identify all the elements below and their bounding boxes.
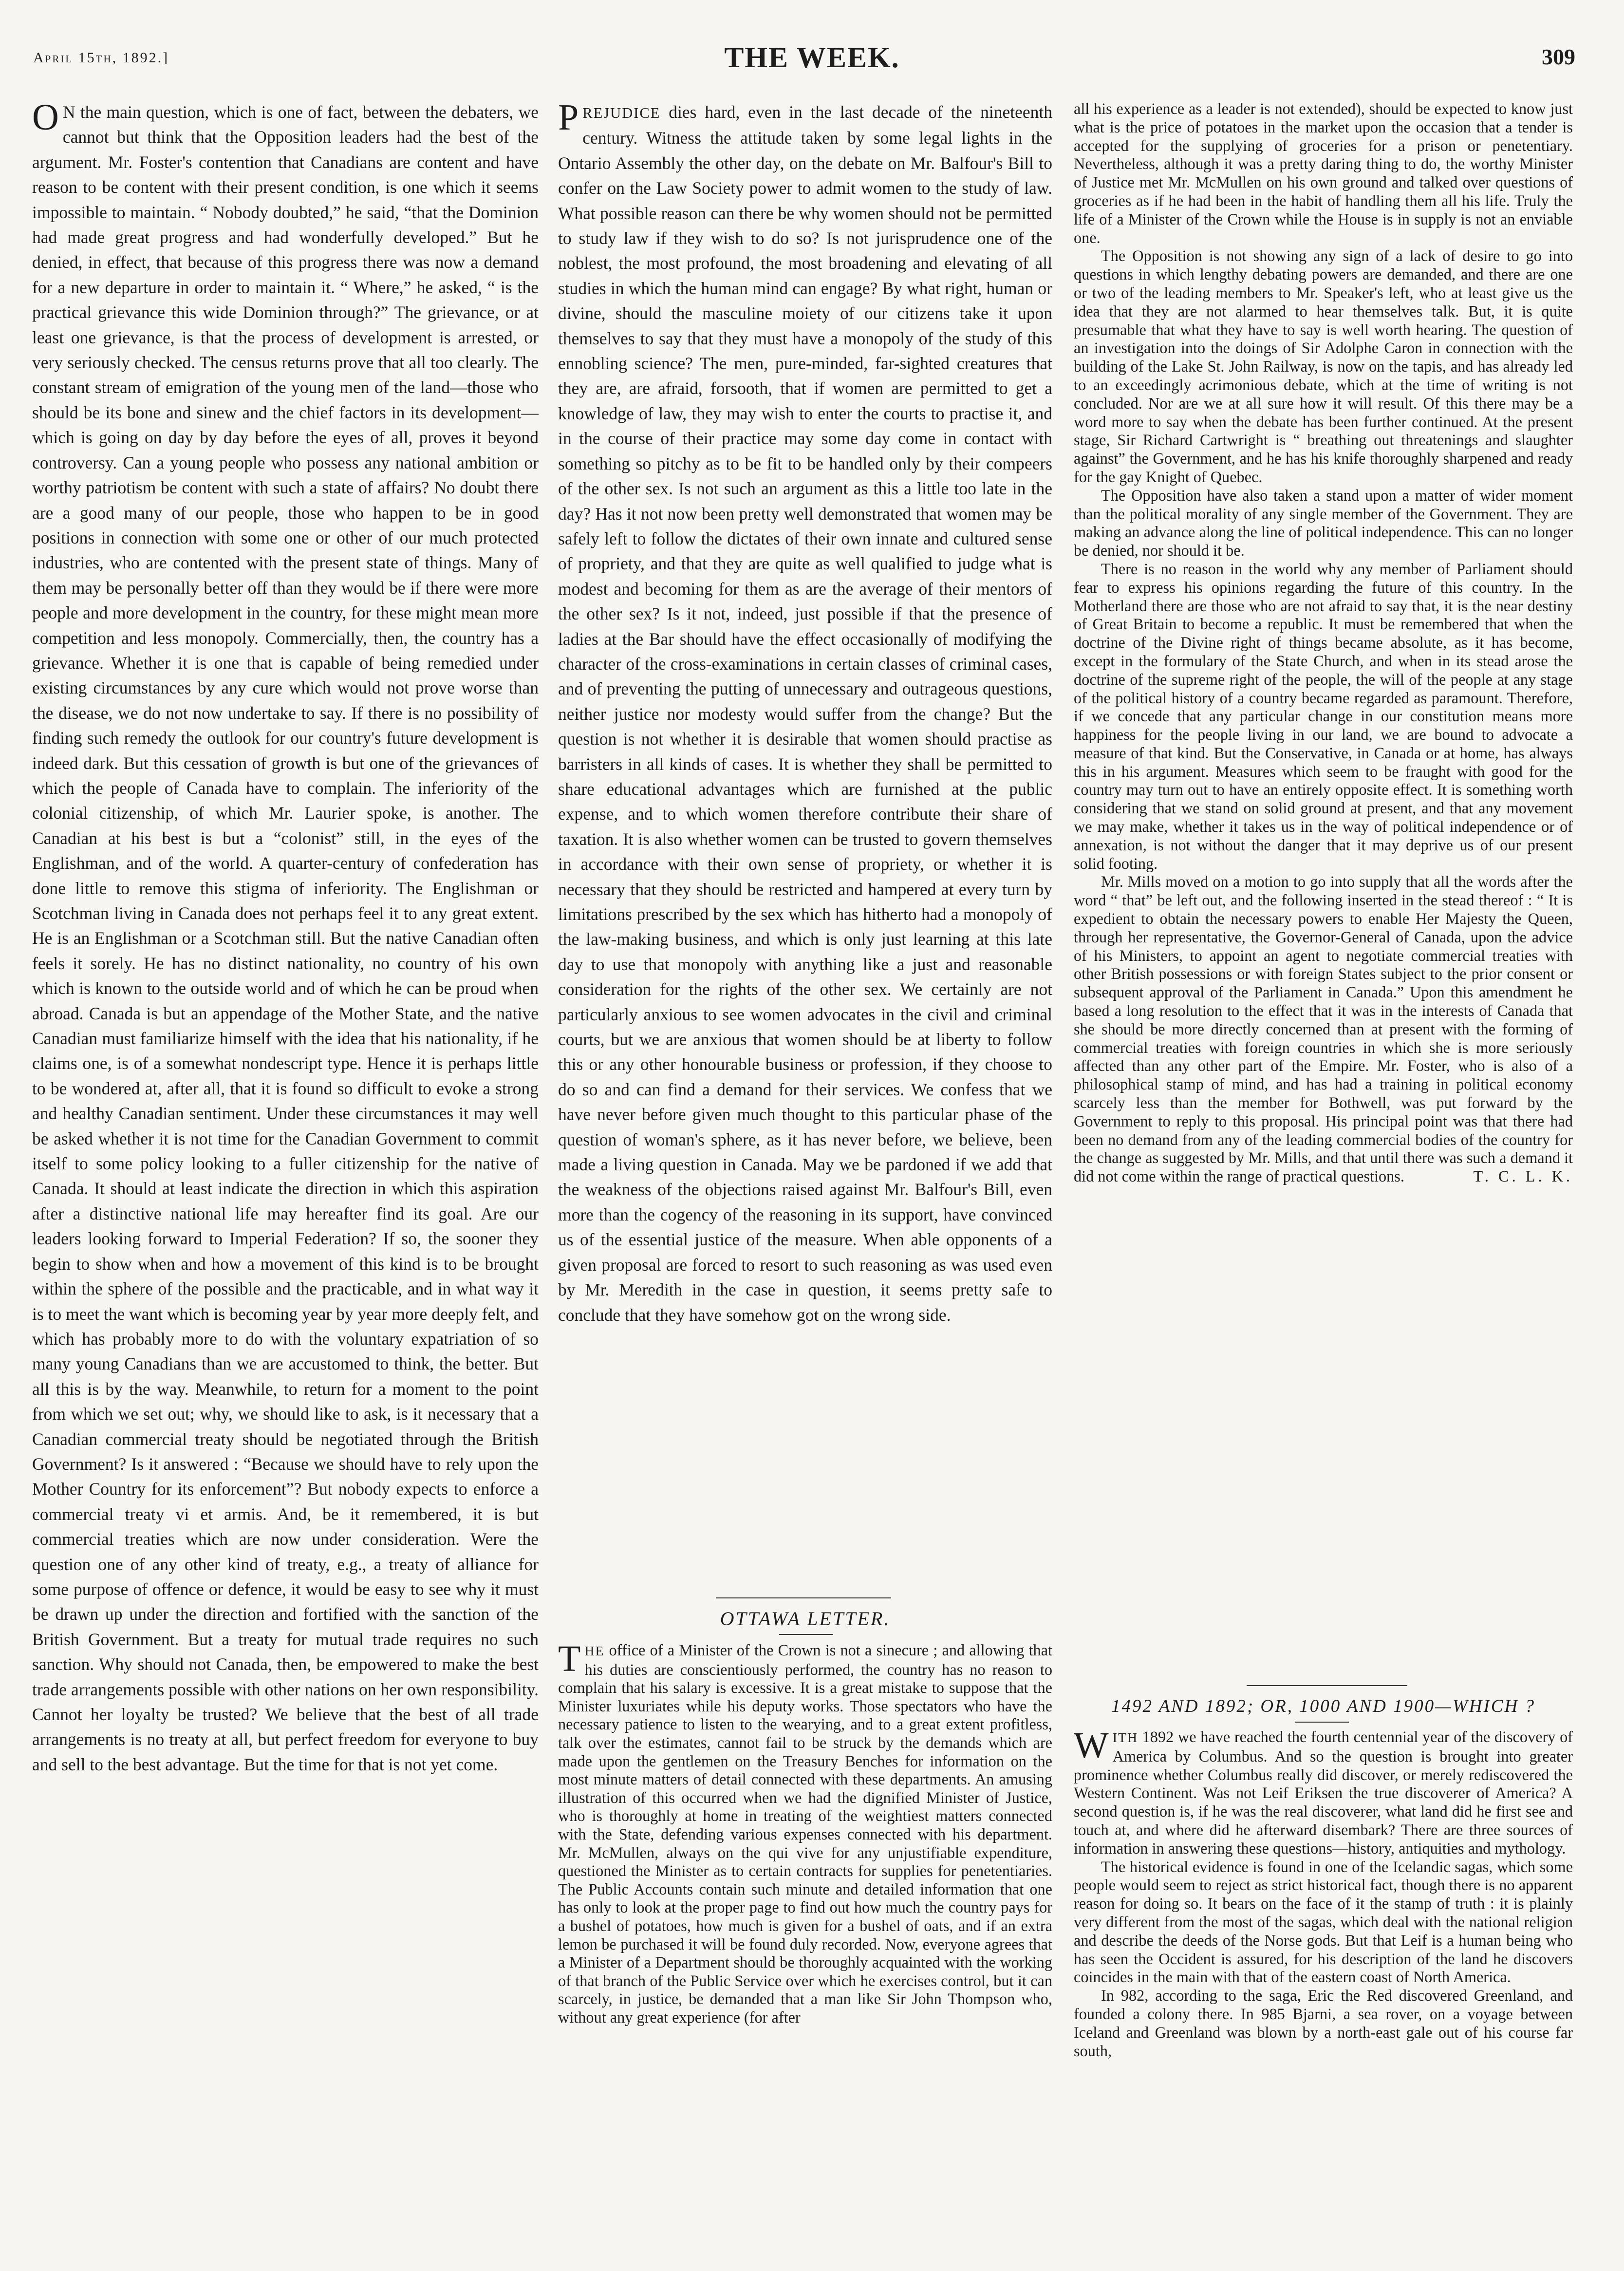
author-signature: T. C. L. K. <box>1473 1167 1573 1185</box>
article-paragraph <box>32 100 539 1777</box>
publication-title: THE WEEK. <box>724 41 900 74</box>
drop-cap: T <box>558 1641 581 1679</box>
article-opposition-debate <box>32 100 539 2189</box>
article-women-law <box>558 100 1052 1571</box>
article-paragraph: There is no reason in the world why any member of Parliament should fear to express his opinions regarding the future of this country. In the Motherland there are those who are not afraid to say that, it is the near destiny of Great Britain to become a republic. It must be remembered that when the doctrine of the Divine right of things became absolute, as it has become, except in the formulary of the State Church, and when in its stead arose the doctrine of the supreme right of the people, the will of the people at any stage of the political history of a country became regarded as paramount. Therefore, if we concede that any particular change in our constitution means more happiness for the people living in our land, we are bound to advocate a measure of that kind. But the Conservative, in Canada or at home, has always this in his argument. Measures which seem to be fraught with good for the country may turn out to have an entirely opposite effect. It is something worth considering that we stand on solid ground at present, and that any movement we may make, whether it takes us in the way of political independence or of annexation, is not without the danger that it may deprive us of our present solid footing. <box>1074 560 1573 872</box>
article-paragraph <box>1074 873 1573 1186</box>
heading-underline <box>779 1634 833 1635</box>
section-heading: 1492 AND 1892; OR, 1000 AND 1900—WHICH ? <box>1111 1696 1535 1716</box>
article-paragraph: In 982, according to the saga, Eric the Red discovered Greenland, and founded a colony there. In 985 Bjarni, a sea rover, on a voyage between Iceland and Greenland was blown by a north-east gale out of his course far south, <box>1074 1987 1573 2060</box>
article-ottawa-letter <box>558 1641 1052 2245</box>
article-paragraph: The historical evidence is found in one of the Icelandic sagas, which some people would seem to reject as strict historical fact, though there is no apparent reason for doing so. It bears on the face of it the stamp of truth : it is plainly very different from the most of the sagas, which deal with the national religion and describe the deeds of the Norse gods. But that Leif is a human being who has seen the Occident is assured, for his description of the land he discovers coincides in the main with that of the eastern coast of North America. <box>1074 1858 1573 1986</box>
article-paragraph <box>558 1641 1052 2027</box>
section-divider <box>1247 1685 1407 1686</box>
article-paragraph: all his experience as a leader is not extended), should be expected to know just what is the price of potatoes in the market upon the occasion that a tender is accepted for the supplying of groceries for a prison or penetentiary. Nevertheless, although it was a pretty daring thing to do, the worthy Minister of Justice met Mr. McMullen on his own ground and talked over questions of groceries as if he had been in the habit of handling them all his life. Truly the life of a Minister of the Crown while the House is in supply is not an enviable one. <box>1074 100 1573 246</box>
lead-caps: REJUDICE <box>582 105 661 121</box>
article-body: N the main question, which is one of fact, between the debaters, we cannot but think that the Opposition leaders had the best of the argument. Mr. Foster's contention that Canadians are content and have reason to be content with their present condition, is one which it seems impossible to maintain. “ Nobody doubted,” he said, “that the Dominion had made great progress and had wonderfully developed.” But he denied, in effect, that because of this progress there was now a demand for a new departure in order to maintain it. “ Where,” he asked, “ is the practical grievance this wide Dominion through?” The grievance, or at least one grievance, is that the process of development is arrested, or very seriously checked. The census returns prove that all too clearly. The constant stream of emigration of the young men of the land—those who should be its bone and sinew and the chief factors in its development—which is going on day by day before the eyes of all, proves it beyond controversy. Can a young people who possess any national ambition or worthy patriotism be content with such a state of affairs? No doubt there are a good many of our people, those who happen to be in good positions in connection with some one or other of our much protected industries, who are contented with the present state of things. Many of them may be personally better off than they would be if there were more people and more development in the country, for these might mean more competition and less monopoly. Commercially, then, the country has a grievance. Whether it is one that is capable of being remedied under existing circumstances by any cure which would not prove worse than the disease, we do not now undertake to say. If there is no possibility of finding such remedy the outlook for our country's future development is indeed dark. But this cessation of growth is but one of the grievances of which the people of Canada have to complain. The inferiority of the colonial citizenship, of which Mr. Laurier spoke, is another. The Canadian at his best is but a “colonist” still, in the eyes of the Englishman, and of the world. A quarter-century of confederation has done little to remove this stigma of inferiority. The Englishman or Scotchman living in Canada does not perhaps feel it to any great extent. He is an Englishman or a Scotchman still. But the native Canadian often feels it sorely. He has no distinct nationality, no country of his own which is known to the outside world and of which he can be proud when abroad. Canada is but an appendage of the Mother State, and the native Canadian must familiarize himself with the idea that his nationality, if he claims one, is of a somewhat nondescript type. Hence it is perhaps little to be wondered at, after all, that it is found so difficult to evoke a strong and healthy Canadian sentiment. Under these circumstances it may well be asked whether it is not time for the Canadian Government to commit itself to some policy looking to a fuller citizenship for the native of Canada. It should at least indicate the direction in which this aspiration after a distinctive national life may hereafter find its goal. Are our leaders looking forward to Imperial Federation? If so, the sooner they begin to show when and how a movement of this kind is to be brought within the sphere of the possible and the practicable, and in what way it is to meet the want which is becoming year by year more deeply felt, and which has probably more to do with the voluntary expatriation of so many young Canadians than we are accustomed to think, the better. But all this is by the way. Meanwhile, to return for a moment to the point from which we set out; why, we should like to ask, is it necessary that a Canadian commercial treaty should be negotiated through the British Government? Is it answered : “Because we should have to rely upon the Mother Country for its enforcement”? But nobody expects to enforce a commercial treaty vi et armis. And, be it remembered, it is but commercial treaties which are now under consideration. Were the question one of any other kind of treaty, e.g., a treaty of alliance for some purpose of offence or defence, it would be easy to see why it must be drawn up under the direction and fortified with the sanction of the British Government. But a treaty for mutual trade requires no such sanction. Why should not Canada, then, be empowered to make the best trade arrangements possible with other nations on her own responsibility. Cannot her loyalty be trusted? We believe that the best of all trade arrangements is no treaty at all, but perfect freedom for everyone to buy and sell to the best advantage. But the time for that is not yet come. <box>32 102 539 1774</box>
drop-cap: P <box>558 100 579 138</box>
issue-date: April 15th, 1892.] <box>33 50 169 66</box>
lead-caps: HE <box>584 1644 605 1659</box>
page-number: 309 <box>1542 44 1575 69</box>
article-paragraph <box>1074 1728 1573 1858</box>
lead-caps: ITH <box>1112 1730 1138 1745</box>
heading-underline <box>1295 1722 1349 1723</box>
article-paragraph <box>558 100 1052 1328</box>
section-heading: OTTAWA LETTER. <box>720 1608 891 1630</box>
article-paragraph: The Opposition have also taken a stand upon a matter of wider moment than the political morality of any single member of the Government. They are making an advance along the line of political independence. This can no longer be denied, nor should it be. <box>1074 486 1573 560</box>
article-body: Mr. Mills moved on a motion to go into supply that all the words after the word “ that” be left out, and the following inserted in the stead thereof : “ It is expedient to obtain the necessary powers to enable Her Majesty the Queen, through her representative, the Governor-General of Canada, upon the advice of his Ministers, to appoint an agent to negotiate commercial treaties with other British possessions or with foreign States subject to the prior consent or subsequent approval of the Parliament in Canada.” Upon this amendment he based a long resolution to the effect that it was in the interests of Canada that she should be more directly concerned than at present with the forming of commercial treaties with foreign countries in which she is more seriously affected than any other part of the Empire. Mr. Foster, who is also of a philosophical stamp of mind, and has had a training in political economy scarcely less than the member for Bothwell, was put forward by the Government to reply to this proposal. His principal point was that there had been no demand from any of the leading commercial bodies of the country for the change as suggested by Mr. Mills, and that until there was such a demand it did not come within the range of practical questions. <box>1074 873 1573 1185</box>
article-1492-discovery <box>1074 1728 1573 2247</box>
drop-cap: O <box>32 100 59 138</box>
article-body: 1892 we have reached the fourth centennial year of the discovery of America by Columbus. And so the question is brought into greater prominence whether Columbus really did discover, or merely rediscovered the Western Continent. Was not Leif Eriksen the true discoverer of America? A second question is, if he was the real discoverer, what land did he first see and touch at, and where did he afterward disembark? There are three sources of information in answering these questions—history, antiquities and mythology. <box>1074 1728 1573 1857</box>
article-ottawa-letter-continued <box>1074 100 1573 1697</box>
article-body: office of a Minister of the Crown is not a sinecure ; and allowing that his duties are conscientiously performed, the country has no reason to complain that his salary is excessive. It is a great mistake to suppose that the Minister luxuriates while his deputy works. Those spectators who have the necessary patience to listen to the wearying, and to a great extent profitless, talk over the estimates, cannot fail to be struck by the demands which are made upon the gentlemen on the Treasury Benches for information on the most minute matters of detail connected with these departments. An amusing illustration of this occurred when we had the dignified Minister of Justice, who is thoroughly at home in treating of the weightiest matters connected with the State, defending various expenses connected with his department. Mr. McMullen, always on the qui vive for any unjustifiable expenditure, questioned the Minister as to certain contracts for supplies for penetentiaries. The Public Accounts contain such minute and detailed information that one has only to look at the proper page to find out how much the country pays for a bushel of potatoes, how much is given for a bushel of oats, and if an extra lemon be purchased it will be found duly recorded. Now, everyone agrees that a Minister of a Department should be thoroughly acquainted with the working of that branch of the Public Service over which he exercises control, but it can scarcely, in justice, be demanded that a man like Sir John Thompson who, without any great experience (for after <box>558 1641 1052 2026</box>
section-divider <box>716 1597 891 1598</box>
article-paragraph: The Opposition is not showing any sign of a lack of desire to go into questions in which lengthy debating powers are demanded, and there are one or two of the leading members to Mr. Speaker's left, who at least give us the idea that they are not alarmed to hear themselves talk. But, it is quite presumable that what they have to say is well worth hearing. The question of an investigation into the doings of Sir Adolphe Caron in connection with the building of the Lake St. John Railway, is now on the tapis, and has already led to an exceedingly acrimonious debate, which at the time of writing is not concluded. Nor are we at all sure how it will result. Of this there may be a word more to say when the debate has been further continued. At the present stage, Sir Richard Cartwright is “ breathing out threatenings and slaughter against” the Government, and he has his knife thoroughly sharpened and ready for the gay Knight of Quebec. <box>1074 247 1573 486</box>
drop-cap: W <box>1074 1728 1109 1766</box>
article-body: dies hard, even in the last decade of the nineteenth century. Witness the attitude taken by some legal lights in the Ontario Assembly the other day, on the debate on Mr. Balfour's Bill to confer on the Law Society power to admit women to the study of law. What possible reason can there be why women should not be permitted to study law if they wish to do so? Is not jurisprudence one of the noblest, the most profound, the most broadening and elevating of all studies in which the human mind can engage? By what right, human or divine, should the masculine moiety of our citizens take it upon themselves to say that they must have a monopoly of the study of this ennobling science? The men, pure-minded, far-sighted creatures that they are, are afraid, forsooth, that if women are permitted to get a knowledge of law, they may wish to enter the courts to practise it, and in the course of their practice may some day come in contact with something so pitchy as to be fit to be handled only by their compeers of the other sex. Is not such an argument as this a little too late in the day? Has it not now been pretty well demonstrated that women may be safely left to follow the dictates of their own innate and cultured sense of propriety, and that they are quite as well qualified to judge what is modest and becoming for them as are the average of their mentors of the other sex? Is it not, indeed, just possible if that the presence of ladies at the Bar should have the effect occasionally of modifying the character of the cross-examinations in certain classes of criminal cases, and of preventing the putting of unnecessary and outrageous questions, neither justice nor modesty would suffer from the change? But the question is not whether it is desirable that women should practise as barristers in all kinds of cases. It is whether they shall be permitted to share educational advantages which are furnished at the public expense, and to which women therefore contribute their share of taxation. It is also whether women can be trusted to govern themselves in accordance with their own sense of propriety, or whether it is necessary that they should be restricted and hampered at every turn by limitations prescribed by the sex which has hitherto had a monopoly of the law-making business, and which is only just learning at this late day to use that monopoly with anything like a just and reasonable consideration for the rights of the other sex. We certainly are not particularly anxious to see women advocates in the civil and criminal courts, but we are anxious that women should be at liberty to follow this or any other honourable business or profession, if they choose to do so and can find a demand for their services. We confess that we have never before given much thought to this particular phase of the question of woman's sphere, as it has never before, we believe, been made a living question in Canada. May we be pardoned if we add that the weakness of the objections raised against Mr. Balfour's Bill, even more than the cogency of the reasoning in its support, have convinced us of the essential justice of the measure. When able opponents of a given proposal are forced to resort to such reasoning as was used even by Mr. Meredith in the case in question, it seems pretty safe to conclude that they have somehow got on the wrong side. <box>558 102 1052 1325</box>
